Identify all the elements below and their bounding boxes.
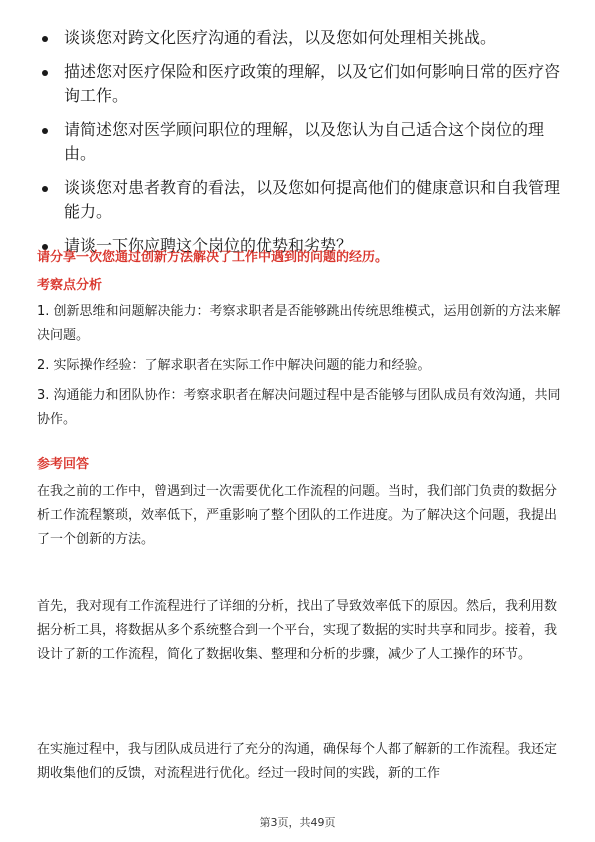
bullet-dot-icon [42,128,48,134]
answer-paragraph: 在实施过程中，我与团队成员进行了充分的沟通，确保每个人都了解新的工作流程。我还定期收集他们的反馈，对流程进行优化。经过一段时间的实践，新的工作 [37,742,558,781]
bullet-dot-icon [42,36,48,42]
question-bullet-list [40,26,560,268]
bullet-item [40,26,560,50]
bullet-text: 描述您对医疗保险和医疗政策的理解，以及它们如何影响日常的医疗咨询工作。 [64,62,561,105]
bullet-text: 谈谈您对跨文化医疗沟通的看法，以及您如何处理相关挑战。 [64,28,497,47]
bullet-item [40,118,560,166]
bullet-text: 请简述您对医学顾问职位的理解，以及您认为自己适合这个岗位的理由。 [64,120,545,163]
answer-heading: 参考回答 [37,457,90,472]
bullet-text: 请谈一下你应聘这个岗位的优势和劣势？ [64,236,353,255]
page-number: 第3页，共49页 [259,816,336,829]
analysis-heading: 考察点分析 [37,278,103,293]
bullet-dot-icon [42,186,48,192]
analysis-item: 2. 实际操作经验：了解求职者在实际工作中解决问题的能力和经验。 [37,358,431,373]
analysis-item: 1. 创新思维和问题解决能力：考察求职者是否能够跳出传统思维模式，运用创新的方法来解决问题。 [37,304,561,343]
analysis-item: 3. 沟通能力和团队协作：考察求职者在解决问题过程中是否能够与团队成员有效沟通，共同协作。 [37,388,561,427]
analysis-list [37,300,562,438]
bullet-text: 谈谈您对患者教育的看法，以及您如何提高他们的健康意识和自我管理能力。 [64,178,561,221]
answer-paragraph: 首先，我对现有工作流程进行了详细的分析，找出了导致效率低下的原因。然后，我利用数据分析工具，将数据从多个系统整合到一个平台，实现了数据的实时共享和同步。接着，我设计了新的工作流程，简化了数据收集、整理和分析的步骤，减少了人工操作的环节。 [37,599,558,662]
bullet-item [40,176,560,224]
answer-paragraph: 在我之前的工作中，曾遇到过一次需要优化工作流程的问题。当时，我们部门负责的数据分析工作流程繁琐，效率低下，严重影响了整个团队的工作进度。为了解决这个问题，我提出了一个创新的方法。 [37,484,558,547]
bullet-item [40,60,560,108]
bullet-dot-icon [42,70,48,76]
interview-question: 请分享一次您通过创新方法解决了工作中遇到的问题的经历。 [37,250,389,265]
